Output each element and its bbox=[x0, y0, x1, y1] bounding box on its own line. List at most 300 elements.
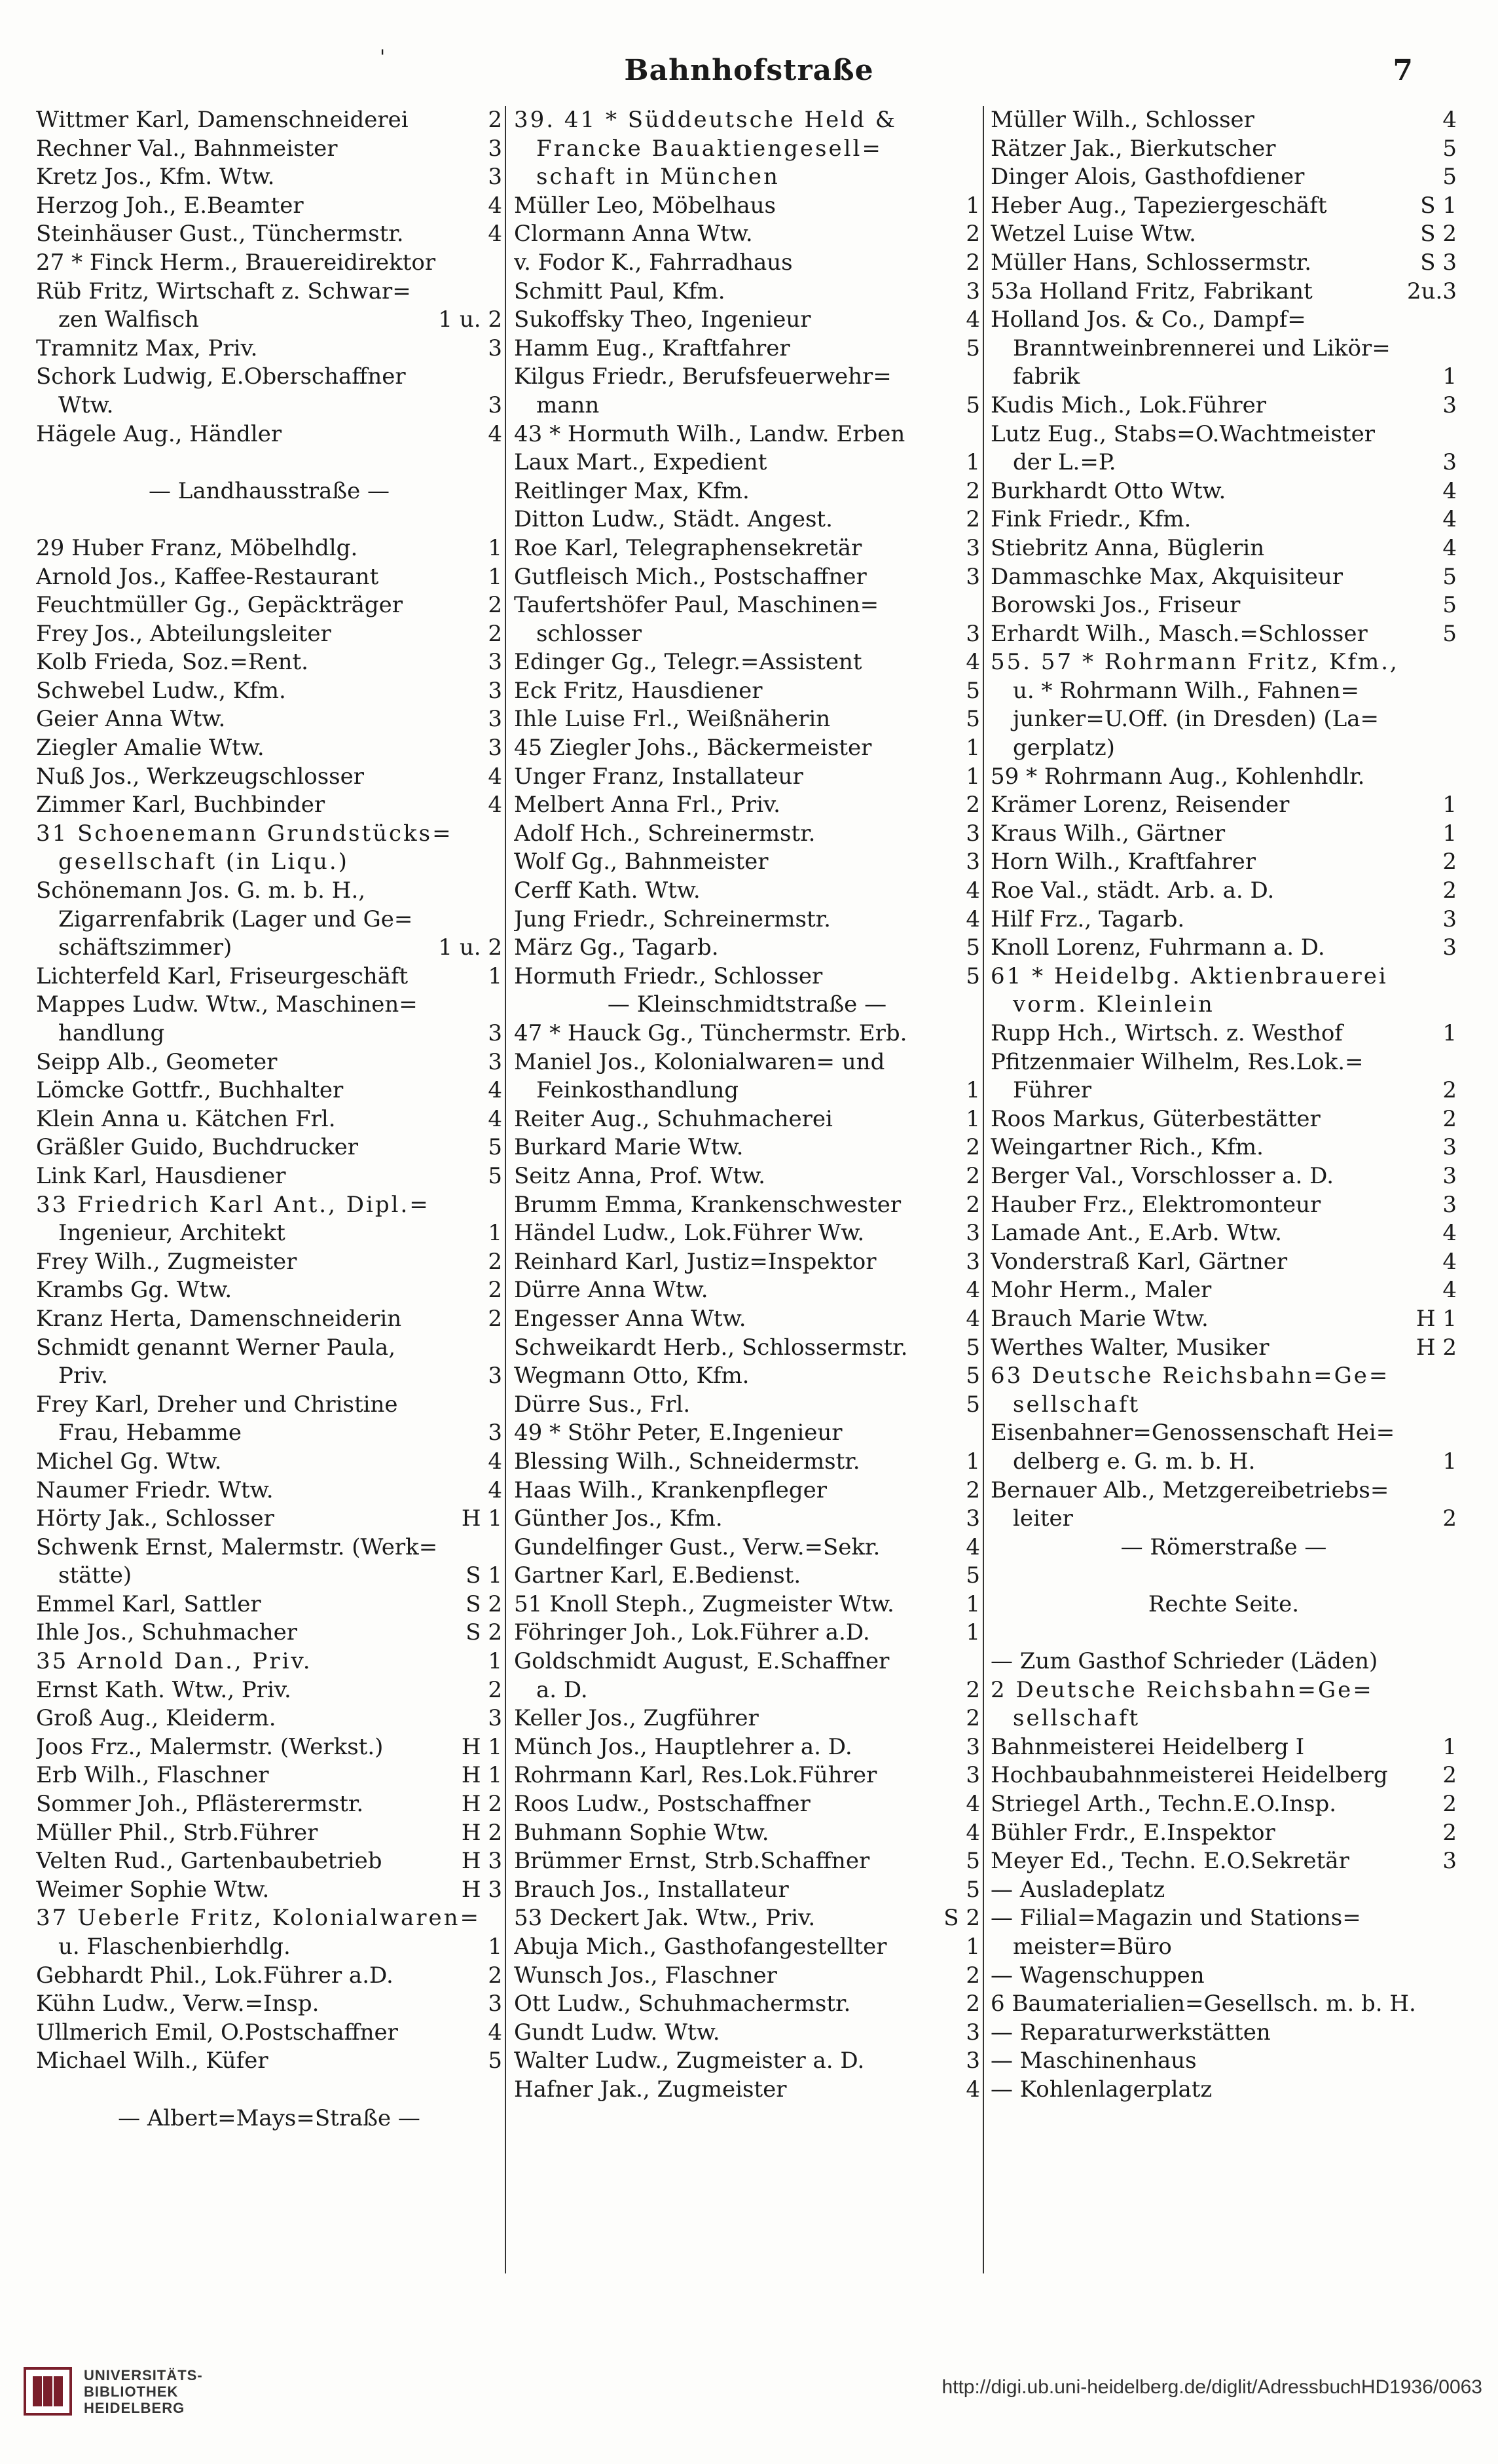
entry-text: Borowski Jos., Friseur bbox=[991, 592, 1241, 619]
directory-entry bbox=[514, 163, 980, 192]
entry-floor: 2 bbox=[488, 1305, 502, 1332]
entry-floor: 1 bbox=[1442, 820, 1457, 847]
entry-floor: 5 bbox=[966, 1334, 980, 1361]
directory-entry bbox=[514, 677, 980, 706]
entry-text: Branntweinbrennerei und Likör= bbox=[1013, 335, 1391, 361]
directory-entry bbox=[36, 306, 502, 335]
entry-text: Frau, Hebamme bbox=[58, 1420, 242, 1446]
entry-floor: 3 bbox=[488, 649, 502, 676]
entry-text: Kilgus Friedr., Berufsfeuerwehr= bbox=[514, 363, 892, 390]
directory-entry bbox=[991, 477, 1457, 506]
entry-text: Gutfleisch Mich., Postschaffner bbox=[514, 563, 867, 590]
directory-entry bbox=[514, 620, 980, 649]
entry-floor: 2 bbox=[966, 1705, 980, 1732]
directory-entry bbox=[514, 563, 980, 592]
entry-floor: 3 bbox=[488, 1020, 502, 1046]
directory-entry bbox=[991, 1619, 1457, 1647]
directory-entry bbox=[991, 1305, 1457, 1334]
entry-text: — Römerstraße — bbox=[1120, 1534, 1327, 1560]
column-right bbox=[991, 106, 1457, 2273]
directory-entry bbox=[36, 1962, 502, 1991]
directory-entry bbox=[991, 220, 1457, 249]
directory-entry bbox=[514, 335, 980, 363]
directory-entry bbox=[514, 1505, 980, 1534]
entry-text: Ihle Luise Frl., Weißnäherin bbox=[514, 706, 831, 733]
directory-entry bbox=[36, 392, 502, 420]
entry-floor: 3 bbox=[488, 735, 502, 762]
directory-entry bbox=[36, 1020, 502, 1048]
directory-entry bbox=[991, 135, 1457, 164]
entry-floor: S 2 bbox=[943, 1905, 980, 1932]
entry-floor: 1 bbox=[488, 1934, 502, 1960]
entry-floor: 1 bbox=[966, 1591, 980, 1617]
entry-text: Bernauer Alb., Metzgereibetriebs= bbox=[991, 1477, 1389, 1503]
entry-text: Striegel Arth., Techn.E.O.Insp. bbox=[991, 1791, 1337, 1818]
entry-text: delberg e. G. m. b. H. bbox=[1013, 1448, 1256, 1475]
entry-floor: 2 bbox=[966, 249, 980, 276]
entry-floor: 3 bbox=[1442, 1162, 1457, 1189]
entry-text: Bahnmeisterei Heidelberg I bbox=[991, 1733, 1305, 1760]
entry-text: u. Flaschenbierhdlg. bbox=[58, 1934, 291, 1960]
entry-text: Walter Ludw., Zugmeister a. D. bbox=[514, 2048, 865, 2074]
entry-floor: 1 bbox=[488, 1220, 502, 1247]
directory-entry bbox=[514, 1876, 980, 1905]
entry-floor: 5 bbox=[1442, 135, 1457, 162]
directory-entry bbox=[36, 1391, 502, 1420]
directory-entry bbox=[991, 705, 1457, 734]
directory-entry bbox=[514, 1477, 980, 1505]
entry-floor: 4 bbox=[1442, 506, 1457, 533]
entry-text: Brumm Emma, Krankenschwester bbox=[514, 1191, 902, 1218]
entry-floor: 4 bbox=[966, 1791, 980, 1818]
entry-text: Francke Bauaktiengesell= bbox=[536, 135, 883, 162]
entry-floor: 3 bbox=[1442, 906, 1457, 932]
entry-text: Burkhardt Otto Wtw. bbox=[991, 477, 1226, 504]
entry-text: Reitlinger Max, Kfm. bbox=[514, 477, 750, 504]
library-name bbox=[84, 2367, 203, 2416]
entry-floor: 2 bbox=[1442, 1819, 1457, 1846]
entry-text: 2 Deutsche Reichsbahn=Ge= bbox=[991, 1676, 1374, 1703]
entry-text: Rohrmann Karl, Res.Lok.Führer bbox=[514, 1762, 877, 1789]
entry-text: 43 * Hormuth Wilh., Landw. Erben bbox=[514, 420, 905, 447]
directory-entry bbox=[514, 1676, 980, 1705]
entry-text: Engesser Anna Wtw. bbox=[514, 1305, 746, 1332]
entry-text: Gundt Ludw. Wtw. bbox=[514, 2019, 720, 2046]
entry-text: Brauch Jos., Installateur bbox=[514, 1876, 789, 1903]
entry-text: Roos Markus, Güterbestätter bbox=[991, 1105, 1321, 1132]
entry-text: Rechte Seite. bbox=[1148, 1591, 1300, 1617]
directory-entry bbox=[991, 1191, 1457, 1220]
directory-entry bbox=[36, 1219, 502, 1248]
entry-text: 29 Huber Franz, Möbelhdlg. bbox=[36, 534, 358, 561]
entry-floor: 5 bbox=[488, 1162, 502, 1189]
entry-floor: 5 bbox=[488, 2048, 502, 2074]
entry-floor: 2 bbox=[488, 620, 502, 647]
directory-entry bbox=[991, 1391, 1457, 1420]
library-name-line: BIBLIOTHEK bbox=[84, 2383, 179, 2400]
entry-floor: 4 bbox=[488, 221, 502, 248]
entry-floor: 1 bbox=[1442, 1448, 1457, 1475]
entry-floor: 5 bbox=[1442, 592, 1457, 619]
directory-entry bbox=[514, 1933, 980, 1962]
entry-floor: 3 bbox=[1442, 1191, 1457, 1218]
entry-text: Lutz Eug., Stabs=O.Wachtmeister bbox=[991, 420, 1375, 447]
entry-floor: 3 bbox=[488, 164, 502, 191]
directory-entry bbox=[991, 877, 1457, 906]
entry-floor: 4 bbox=[966, 906, 980, 932]
directory-entry bbox=[991, 192, 1457, 221]
footer bbox=[0, 2354, 1498, 2433]
entry-floor: 4 bbox=[1442, 1220, 1457, 1247]
entry-floor: S 2 bbox=[1420, 221, 1457, 248]
directory-entry bbox=[991, 1334, 1457, 1363]
directory-entry bbox=[36, 1847, 502, 1876]
entry-floor: 2 bbox=[966, 1962, 980, 1989]
entry-floor: 4 bbox=[488, 763, 502, 790]
directory-entry bbox=[36, 1248, 502, 1277]
entry-text: zen Walfisch bbox=[58, 306, 199, 333]
directory-entry bbox=[36, 1876, 502, 1905]
entry-floor: S 3 bbox=[1420, 249, 1457, 276]
directory-entry bbox=[514, 1619, 980, 1647]
entry-text: Fink Friedr., Kfm. bbox=[991, 506, 1192, 533]
directory-entry bbox=[514, 848, 980, 877]
entry-text: Müller Hans, Schlossermstr. bbox=[991, 249, 1312, 276]
entry-text: Knoll Lorenz, Fuhrmann a. D. bbox=[991, 934, 1325, 961]
directory-entry bbox=[36, 1591, 502, 1619]
entry-text: Seitz Anna, Prof. Wtw. bbox=[514, 1162, 765, 1189]
entry-text: Adolf Hch., Schreinermstr. bbox=[514, 820, 816, 847]
directory-entry bbox=[514, 2019, 980, 2048]
entry-floor: 1 bbox=[966, 1934, 980, 1960]
entry-text: der L.=P. bbox=[1013, 449, 1116, 476]
entry-floor: 2 bbox=[966, 477, 980, 504]
stray-mark: ' bbox=[380, 46, 386, 69]
directory-entry bbox=[514, 2047, 980, 2076]
directory-entry bbox=[514, 1448, 980, 1477]
entry-floor: S 1 bbox=[466, 1562, 502, 1589]
entry-text: Lömcke Gottfr., Buchhalter bbox=[36, 1077, 344, 1104]
entry-floor: 4 bbox=[1442, 534, 1457, 561]
directory-entry bbox=[991, 1990, 1457, 2019]
directory-entry bbox=[991, 1704, 1457, 1733]
entry-text: Joos Frz., Malermstr. (Werkst.) bbox=[36, 1733, 384, 1760]
entry-text: Burkard Marie Wtw. bbox=[514, 1134, 744, 1161]
directory-entry bbox=[514, 1761, 980, 1790]
directory-entry bbox=[514, 106, 980, 135]
entry-floor: 2 bbox=[966, 1477, 980, 1503]
directory-entry bbox=[514, 1362, 980, 1391]
directory-entry bbox=[991, 2019, 1457, 2048]
entry-text: Abuja Mich., Gasthofangestellter bbox=[514, 1934, 887, 1960]
entry-text: Ullmerich Emil, O.Postschaffner bbox=[36, 2019, 398, 2046]
directory-entry bbox=[36, 877, 502, 906]
entry-floor: 5 bbox=[1442, 563, 1457, 590]
directory-entry bbox=[991, 677, 1457, 706]
entry-text: Geier Anna Wtw. bbox=[36, 706, 226, 733]
entry-text: Herzog Joh., E.Beamter bbox=[36, 192, 304, 219]
directory-entry bbox=[991, 620, 1457, 649]
directory-entry bbox=[991, 1676, 1457, 1705]
directory-entry bbox=[991, 1904, 1457, 1933]
entry-text: Schwebel Ludw., Kfm. bbox=[36, 677, 286, 704]
entry-text: Wegmann Otto, Kfm. bbox=[514, 1363, 750, 1389]
entry-floor: 5 bbox=[966, 963, 980, 989]
entry-floor: 2 bbox=[1442, 1505, 1457, 1532]
directory-entry bbox=[36, 1334, 502, 1363]
entry-floor: 2 bbox=[966, 1134, 980, 1161]
entry-text: Taufertshöfer Paul, Maschinen= bbox=[514, 592, 879, 619]
directory-entry bbox=[36, 449, 502, 477]
entry-floor: 5 bbox=[966, 392, 980, 418]
directory-entry bbox=[514, 1334, 980, 1363]
entry-floor: 2 bbox=[966, 1991, 980, 2017]
entry-text: Clormann Anna Wtw. bbox=[514, 221, 753, 248]
directory-entry bbox=[36, 1819, 502, 1848]
directory-entry bbox=[991, 1133, 1457, 1162]
entry-text: schäftszimmer) bbox=[58, 934, 232, 961]
entry-floor: 1 bbox=[488, 1648, 502, 1675]
directory-entry bbox=[514, 1419, 980, 1448]
entry-floor: 1 bbox=[966, 1619, 980, 1646]
entry-text: 59 * Rohrmann Aug., Kohlenhdlr. bbox=[991, 763, 1365, 790]
entry-floor: 3 bbox=[966, 2019, 980, 2046]
entry-floor: 4 bbox=[966, 1819, 980, 1846]
entry-text: Schwenk Ernst, Malermstr. (Werk= bbox=[36, 1534, 438, 1560]
entry-text: Erb Wilh., Flaschner bbox=[36, 1762, 269, 1789]
entry-floor: 4 bbox=[1442, 1277, 1457, 1304]
entry-text: Brauch Marie Wtw. bbox=[991, 1305, 1209, 1332]
directory-entry bbox=[36, 963, 502, 991]
entry-text: 63 Deutsche Reichsbahn=Ge= bbox=[991, 1363, 1390, 1389]
entry-floor: 3 bbox=[1442, 392, 1457, 418]
entry-floor: 4 bbox=[488, 1477, 502, 1503]
entry-text: Schmidt genannt Werner Paula, bbox=[36, 1334, 395, 1361]
entry-text: — Landhausstraße — bbox=[148, 477, 390, 504]
entry-floor: 1 u. 2 bbox=[438, 934, 502, 961]
entry-text: Brümmer Ernst, Strb.Schaffner bbox=[514, 1848, 870, 1875]
entry-text: 61 * Heidelbg. Aktienbrauerei bbox=[991, 963, 1388, 989]
directory-entry bbox=[514, 877, 980, 906]
entry-text: Wittmer Karl, Damenschneiderei bbox=[36, 107, 409, 133]
directory-entry bbox=[36, 1790, 502, 1819]
entry-text: gesellschaft (in Liqu.) bbox=[58, 849, 349, 875]
entry-text: Hamm Eug., Kraftfahrer bbox=[514, 335, 790, 361]
entry-floor: 2 bbox=[966, 1676, 980, 1703]
directory-entry bbox=[991, 591, 1457, 620]
entry-text: Krämer Lorenz, Reisender bbox=[991, 792, 1290, 818]
entry-text: Kudis Mich., Lok.Führer bbox=[991, 392, 1266, 418]
entry-floor: 3 bbox=[966, 1733, 980, 1760]
directory-entry bbox=[991, 1276, 1457, 1305]
entry-text: Kretz Jos., Kfm. Wtw. bbox=[36, 164, 275, 191]
directory-entry bbox=[514, 734, 980, 763]
entry-text: Emmel Karl, Sattler bbox=[36, 1591, 261, 1617]
entry-floor: 3 bbox=[488, 677, 502, 704]
entry-floor: 1 bbox=[966, 192, 980, 219]
directory-entry bbox=[991, 249, 1457, 278]
entry-text: 47 * Hauck Gg., Tünchermstr. Erb. bbox=[514, 1020, 907, 1046]
entry-text: 53a Holland Fritz, Fabrikant bbox=[991, 278, 1313, 304]
directory-entry bbox=[991, 1020, 1457, 1048]
entry-text: fabrik bbox=[1013, 363, 1080, 390]
library-name-line: UNIVERSITÄTS- bbox=[84, 2367, 203, 2383]
entry-text: Krambs Gg. Wtw. bbox=[36, 1277, 232, 1304]
entry-floor: 3 bbox=[488, 1420, 502, 1446]
entry-text: sellschaft bbox=[1013, 1391, 1141, 1418]
directory-entry bbox=[514, 1562, 980, 1591]
directory-entry bbox=[36, 1076, 502, 1105]
column-middle bbox=[514, 106, 980, 2273]
entry-text: Händel Ludw., Lok.Führer Ww. bbox=[514, 1220, 865, 1247]
directory-entry bbox=[991, 1048, 1457, 1077]
entry-text: Jung Friedr., Schreinermstr. bbox=[514, 906, 831, 932]
entry-text: Goldschmidt August, E.Schaffner bbox=[514, 1648, 890, 1675]
directory-entry bbox=[36, 106, 502, 135]
entry-floor: 5 bbox=[966, 1391, 980, 1418]
entry-text: Schork Ludwig, E.Oberschaffner bbox=[36, 363, 406, 390]
directory-entry bbox=[514, 1847, 980, 1876]
entry-text: Tramnitz Max, Priv. bbox=[36, 335, 258, 361]
entry-floor: 4 bbox=[488, 1105, 502, 1132]
directory-entry bbox=[36, 1647, 502, 1676]
entry-text: Meyer Ed., Techn. E.O.Sekretär bbox=[991, 1848, 1349, 1875]
directory-entry bbox=[514, 1048, 980, 1077]
entry-text: Link Karl, Hausdiener bbox=[36, 1162, 286, 1189]
entry-floor: 4 bbox=[966, 1277, 980, 1304]
directory-entry bbox=[36, 991, 502, 1020]
directory-entry bbox=[36, 1933, 502, 1962]
entry-text: Unger Franz, Installateur bbox=[514, 763, 803, 790]
entry-text: Seipp Alb., Geometer bbox=[36, 1048, 278, 1075]
directory-entry bbox=[514, 1276, 980, 1305]
directory-entry bbox=[514, 449, 980, 477]
library-logo-icon bbox=[24, 2367, 72, 2416]
entry-text: Haas Wilh., Krankenpfleger bbox=[514, 1477, 828, 1503]
directory-entry bbox=[36, 1362, 502, 1391]
entry-text: Cerff Kath. Wtw. bbox=[514, 877, 701, 904]
entry-floor: 3 bbox=[966, 2048, 980, 2074]
directory-entry bbox=[991, 1248, 1457, 1277]
entry-floor: 5 bbox=[488, 1134, 502, 1161]
entry-floor: 4 bbox=[488, 420, 502, 447]
entry-floor: 5 bbox=[966, 1562, 980, 1589]
directory-entry bbox=[514, 1219, 980, 1248]
column-divider bbox=[983, 106, 984, 2273]
entry-text: Zimmer Karl, Buchbinder bbox=[36, 792, 325, 818]
entry-floor: 1 bbox=[1442, 1020, 1457, 1046]
entry-floor: 1 u. 2 bbox=[438, 306, 502, 333]
directory-entry bbox=[991, 1534, 1457, 1562]
entry-floor: 2 bbox=[966, 506, 980, 533]
entry-floor: 5 bbox=[966, 677, 980, 704]
entry-floor: H 2 bbox=[461, 1791, 502, 1818]
entry-text: Ott Ludw., Schuhmachermstr. bbox=[514, 1991, 851, 2017]
entry-text: schaft in München bbox=[536, 164, 780, 191]
directory-entry bbox=[36, 1676, 502, 1705]
entry-text: Feinkosthandlung bbox=[536, 1077, 739, 1104]
entry-text: Kranz Herta, Damenschneiderin bbox=[36, 1305, 402, 1332]
directory-entry bbox=[36, 1191, 502, 1220]
entry-text: Edinger Gg., Telegr.=Assistent bbox=[514, 649, 862, 676]
directory-entry bbox=[514, 306, 980, 335]
entry-text: Pfitzenmaier Wilhelm, Res.Lok.= bbox=[991, 1048, 1364, 1075]
directory-entry bbox=[991, 1562, 1457, 1591]
entry-floor: 1 bbox=[966, 1105, 980, 1132]
directory-entry bbox=[36, 1619, 502, 1647]
entry-floor: 3 bbox=[488, 1705, 502, 1732]
directory-entry bbox=[991, 1790, 1457, 1819]
directory-entry bbox=[36, 705, 502, 734]
entry-floor: 4 bbox=[1442, 1248, 1457, 1275]
entry-text: Müller Wilh., Schlosser bbox=[991, 107, 1254, 133]
entry-text: 51 Knoll Steph., Zugmeister Wtw. bbox=[514, 1591, 894, 1617]
entry-floor: 2 bbox=[1442, 1791, 1457, 1818]
entry-floor: 3 bbox=[966, 563, 980, 590]
directory-entry bbox=[514, 1704, 980, 1733]
directory-entry bbox=[36, 534, 502, 563]
entry-text: Wetzel Luise Wtw. bbox=[991, 221, 1196, 248]
directory-entry bbox=[991, 934, 1457, 963]
entry-floor: 4 bbox=[966, 306, 980, 333]
directory-entry bbox=[514, 906, 980, 934]
entry-text: Berger Val., Vorschlosser a. D. bbox=[991, 1162, 1334, 1189]
directory-entry bbox=[514, 420, 980, 449]
entry-floor: 3 bbox=[966, 534, 980, 561]
directory-entry bbox=[514, 705, 980, 734]
entry-text: Weingartner Rich., Kfm. bbox=[991, 1134, 1264, 1161]
entry-text: Erhardt Wilh., Masch.=Schlosser bbox=[991, 620, 1368, 647]
entry-text: Eisenbahner=Genossenschaft Hei= bbox=[991, 1420, 1395, 1446]
directory-entry bbox=[36, 1534, 502, 1562]
entry-text: — Filial=Magazin und Stations= bbox=[991, 1905, 1361, 1932]
entry-floor: 4 bbox=[488, 192, 502, 219]
entry-text: Rechner Val., Bahnmeister bbox=[36, 135, 338, 162]
entry-text: junker=U.Off. (in Dresden) (La= bbox=[1013, 706, 1379, 733]
entry-text: Schweikardt Herb., Schlossermstr. bbox=[514, 1334, 908, 1361]
entry-floor: 2 bbox=[488, 1277, 502, 1304]
entry-text: 33 Friedrich Karl Ant., Dipl.= bbox=[36, 1191, 430, 1218]
entry-floor: 5 bbox=[1442, 620, 1457, 647]
directory-entry bbox=[36, 506, 502, 534]
entry-text: v. Fodor K., Fahrradhaus bbox=[514, 249, 793, 276]
entry-floor: 2 bbox=[1442, 1762, 1457, 1789]
directory-entry bbox=[991, 335, 1457, 363]
entry-floor: 5 bbox=[966, 1848, 980, 1875]
directory-entry bbox=[36, 1761, 502, 1790]
entry-text: Sommer Joh., Pflästerermstr. bbox=[36, 1791, 364, 1818]
entry-text: Schönemann Jos. G. m. b. H., bbox=[36, 877, 366, 904]
entry-floor: H 1 bbox=[1416, 1305, 1457, 1332]
entry-text: Rüb Fritz, Wirtschaft z. Schwar= bbox=[36, 278, 411, 304]
entry-text: Arnold Jos., Kaffee-Restaurant bbox=[36, 563, 379, 590]
entry-floor: H 1 bbox=[461, 1762, 502, 1789]
entry-text: Reinhard Karl, Justiz=Inspektor bbox=[514, 1248, 877, 1275]
entry-text: 37 Ueberle Fritz, Kolonialwaren= bbox=[36, 1905, 481, 1932]
entry-text: Gebhardt Phil., Lok.Führer a.D. bbox=[36, 1962, 393, 1989]
entry-floor: H 2 bbox=[1416, 1334, 1457, 1361]
directory-entry bbox=[991, 506, 1457, 534]
entry-text: Ernst Kath. Wtw., Priv. bbox=[36, 1676, 291, 1703]
directory-entry bbox=[991, 363, 1457, 392]
directory-entry bbox=[991, 963, 1457, 991]
entry-floor: 3 bbox=[966, 1505, 980, 1532]
entry-floor: 2 bbox=[1442, 1077, 1457, 1104]
directory-entry bbox=[514, 934, 980, 963]
entry-text: meister=Büro bbox=[1013, 1934, 1172, 1960]
entry-floor: 2 bbox=[1442, 849, 1457, 875]
directory-entry bbox=[36, 563, 502, 592]
